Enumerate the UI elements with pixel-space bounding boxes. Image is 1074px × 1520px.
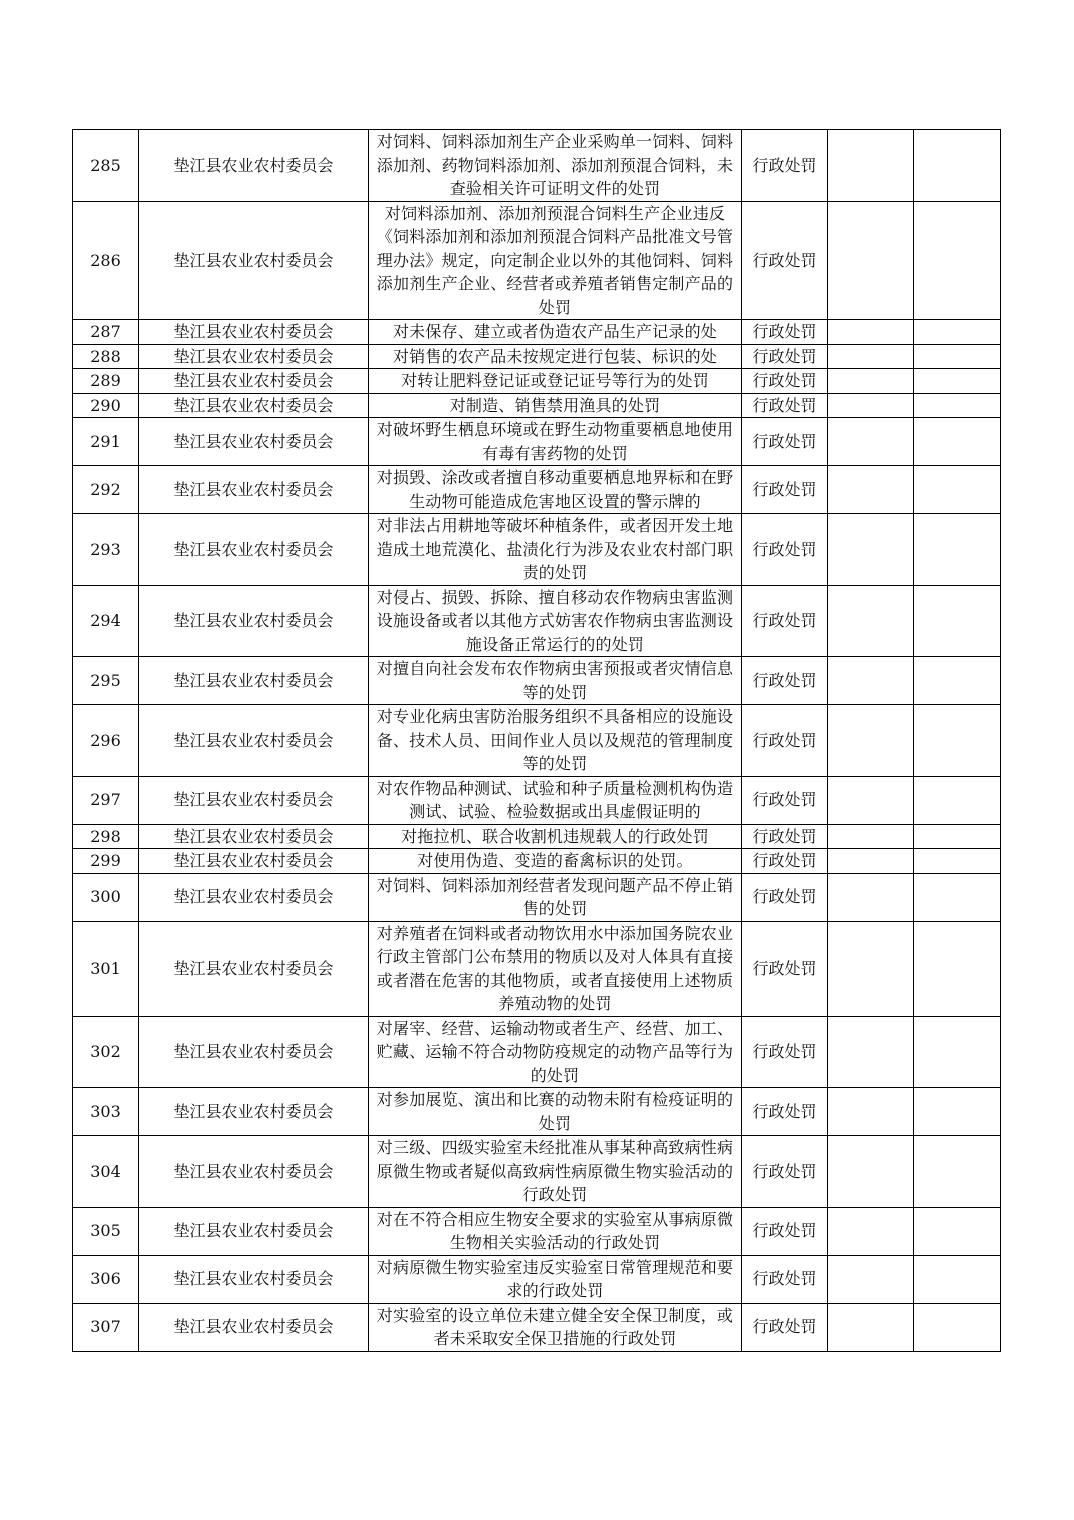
item-type: 行政处罚 [742,1136,828,1208]
penalty-items-table [72,129,1001,1352]
blank-cell-b [914,514,1001,586]
row-number: 294 [73,585,139,657]
blank-cell-a [828,705,914,777]
item-type: 行政处罚 [742,393,828,418]
blank-cell-b [914,418,1001,466]
item-type: 行政处罚 [742,369,828,394]
department-name: 垫江县农业农村委员会 [139,657,369,705]
blank-cell-b [914,1016,1001,1088]
row-number: 290 [73,393,139,418]
row-number: 302 [73,1016,139,1088]
blank-cell-a [828,1303,914,1351]
table-row [73,344,1001,369]
table-row [73,418,1001,466]
blank-cell-a [828,585,914,657]
item-type: 行政处罚 [742,344,828,369]
table-body [73,130,1001,1352]
table-row [73,466,1001,514]
blank-cell-a [828,921,914,1016]
blank-cell-a [828,849,914,874]
penalty-item: 对转让肥料登记证或登记证号等行为的处罚 [369,369,742,394]
item-type: 行政处罚 [742,1088,828,1136]
item-type: 行政处罚 [742,514,828,586]
blank-cell-b [914,585,1001,657]
penalty-item: 对参加展览、演出和比赛的动物未附有检疫证明的处罚 [369,1088,742,1136]
blank-cell-a [828,130,914,202]
blank-cell-a [828,201,914,320]
table-row [73,1207,1001,1255]
penalty-item: 对制造、销售禁用渔具的处罚 [369,393,742,418]
table-row [73,514,1001,586]
row-number: 287 [73,320,139,345]
department-name: 垫江县农业农村委员会 [139,849,369,874]
penalty-item: 对饲料、饲料添加剂生产企业采购单一饲料、饲料添加剂、药物饲料添加剂、添加剂预混合饲料，未查验相关许可证明文件的处罚 [369,130,742,202]
department-name: 垫江县农业农村委员会 [139,344,369,369]
department-name: 垫江县农业农村委员会 [139,1016,369,1088]
item-type: 行政处罚 [742,1207,828,1255]
item-type: 行政处罚 [742,1016,828,1088]
row-number: 305 [73,1207,139,1255]
row-number: 296 [73,705,139,777]
row-number: 286 [73,201,139,320]
penalty-item: 对病原微生物实验室违反实验室日常管理规范和要求的行政处罚 [369,1255,742,1303]
row-number: 289 [73,369,139,394]
item-type: 行政处罚 [742,849,828,874]
blank-cell-a [828,824,914,849]
row-number: 304 [73,1136,139,1208]
table-row [73,657,1001,705]
penalty-item: 对养殖者在饲料或者动物饮用水中添加国务院农业行政主管部门公布禁用的物质以及对人体具有直接或者潜在危害的其他物质，或者直接使用上述物质养殖动物的处罚 [369,921,742,1016]
penalty-item: 对专业化病虫害防治服务组织不具备相应的设施设备、技术人员、田间作业人员以及规范的管理制度等的处罚 [369,705,742,777]
table-row [73,201,1001,320]
row-number: 295 [73,657,139,705]
blank-cell-a [828,873,914,921]
department-name: 垫江县农业农村委员会 [139,1207,369,1255]
table-row [73,585,1001,657]
blank-cell-a [828,514,914,586]
penalty-item: 对侵占、损毁、拆除、擅自移动农作物病虫害监测设施设备或者以其他方式妨害农作物病虫害监测设施设备正常运行的的处罚 [369,585,742,657]
table-row [73,705,1001,777]
blank-cell-b [914,393,1001,418]
penalty-item: 对实验室的设立单位未建立健全安全保卫制度，或者未采取安全保卫措施的行政处罚 [369,1303,742,1351]
table-row [73,130,1001,202]
department-name: 垫江县农业农村委员会 [139,824,369,849]
table-row [73,369,1001,394]
department-name: 垫江县农业农村委员会 [139,130,369,202]
department-name: 垫江县农业农村委员会 [139,1255,369,1303]
item-type: 行政处罚 [742,776,828,824]
penalty-item: 对饲料、饲料添加剂经营者发现问题产品不停止销售的处罚 [369,873,742,921]
department-name: 垫江县农业农村委员会 [139,418,369,466]
row-number: 292 [73,466,139,514]
department-name: 垫江县农业农村委员会 [139,369,369,394]
table-row [73,393,1001,418]
row-number: 288 [73,344,139,369]
blank-cell-a [828,418,914,466]
row-number: 306 [73,1255,139,1303]
blank-cell-b [914,344,1001,369]
blank-cell-b [914,921,1001,1016]
blank-cell-a [828,393,914,418]
table-row [73,1255,1001,1303]
row-number: 285 [73,130,139,202]
department-name: 垫江县农业农村委员会 [139,201,369,320]
row-number: 299 [73,849,139,874]
blank-cell-b [914,201,1001,320]
department-name: 垫江县农业农村委员会 [139,585,369,657]
blank-cell-a [828,369,914,394]
blank-cell-b [914,320,1001,345]
blank-cell-b [914,369,1001,394]
blank-cell-b [914,466,1001,514]
table-row [73,921,1001,1016]
item-type: 行政处罚 [742,585,828,657]
blank-cell-b [914,705,1001,777]
blank-cell-b [914,776,1001,824]
table-row [73,849,1001,874]
item-type: 行政处罚 [742,320,828,345]
table-row [73,1136,1001,1208]
blank-cell-a [828,657,914,705]
item-type: 行政处罚 [742,1303,828,1351]
blank-cell-a [828,466,914,514]
item-type: 行政处罚 [742,201,828,320]
blank-cell-a [828,1255,914,1303]
table-row [73,824,1001,849]
department-name: 垫江县农业农村委员会 [139,514,369,586]
item-type: 行政处罚 [742,824,828,849]
blank-cell-a [828,1136,914,1208]
blank-cell-a [828,1207,914,1255]
table-row [73,1088,1001,1136]
blank-cell-b [914,1207,1001,1255]
blank-cell-b [914,1136,1001,1208]
department-name: 垫江县农业农村委员会 [139,776,369,824]
department-name: 垫江县农业农村委员会 [139,873,369,921]
table-row [73,1016,1001,1088]
blank-cell-b [914,1255,1001,1303]
department-name: 垫江县农业农村委员会 [139,466,369,514]
blank-cell-b [914,824,1001,849]
table-row [73,776,1001,824]
row-number: 298 [73,824,139,849]
blank-cell-b [914,1088,1001,1136]
blank-cell-b [914,657,1001,705]
row-number: 301 [73,921,139,1016]
row-number: 303 [73,1088,139,1136]
row-number: 297 [73,776,139,824]
blank-cell-a [828,1016,914,1088]
penalty-item: 对拖拉机、联合收割机违规载人的行政处罚 [369,824,742,849]
penalty-item: 对损毁、涂改或者擅自移动重要栖息地界标和在野生动物可能造成危害地区设置的警示牌的 [369,466,742,514]
item-type: 行政处罚 [742,466,828,514]
blank-cell-a [828,776,914,824]
penalty-item: 对擅自向社会发布农作物病虫害预报或者灾情信息等的处罚 [369,657,742,705]
department-name: 垫江县农业农村委员会 [139,1136,369,1208]
department-name: 垫江县农业农村委员会 [139,393,369,418]
item-type: 行政处罚 [742,873,828,921]
penalty-item: 对非法占用耕地等破坏种植条件，或者因开发土地造成土地荒漠化、盐渍化行为涉及农业农村部门职责的处罚 [369,514,742,586]
department-name: 垫江县农业农村委员会 [139,320,369,345]
penalty-item: 对饲料添加剂、添加剂预混合饲料生产企业违反《饲料添加剂和添加剂预混合饲料产品批准文号管理办法》规定，向定制企业以外的其他饲料、饲料添加剂生产企业、经营者或养殖者销售定制产品的处罚 [369,201,742,320]
row-number: 307 [73,1303,139,1351]
penalty-item: 对三级、四级实验室未经批准从事某种高致病性病原微生物或者疑似高致病性病原微生物实验活动的行政处罚 [369,1136,742,1208]
penalty-item: 对未保存、建立或者伪造农产品生产记录的处 [369,320,742,345]
item-type: 行政处罚 [742,1255,828,1303]
blank-cell-a [828,320,914,345]
blank-cell-b [914,1303,1001,1351]
blank-cell-a [828,1088,914,1136]
penalty-item: 对销售的农产品未按规定进行包装、标识的处 [369,344,742,369]
penalty-item: 对农作物品种测试、试验和种子质量检测机构伪造测试、试验、检验数据或出具虚假证明的 [369,776,742,824]
table-row [73,320,1001,345]
penalty-item: 对破坏野生栖息环境或在野生动物重要栖息地使用有毒有害药物的处罚 [369,418,742,466]
penalty-item: 对在不符合相应生物安全要求的实验室从事病原微生物相关实验活动的行政处罚 [369,1207,742,1255]
row-number: 300 [73,873,139,921]
item-type: 行政处罚 [742,130,828,202]
item-type: 行政处罚 [742,418,828,466]
row-number: 293 [73,514,139,586]
item-type: 行政处罚 [742,921,828,1016]
table-row [73,1303,1001,1351]
penalty-item: 对使用伪造、变造的畜禽标识的处罚。 [369,849,742,874]
department-name: 垫江县农业农村委员会 [139,1303,369,1351]
department-name: 垫江县农业农村委员会 [139,705,369,777]
penalty-item: 对屠宰、经营、运输动物或者生产、经营、加工、贮藏、运输不符合动物防疫规定的动物产品等行为的处罚 [369,1016,742,1088]
table-row [73,873,1001,921]
blank-cell-b [914,849,1001,874]
department-name: 垫江县农业农村委员会 [139,1088,369,1136]
item-type: 行政处罚 [742,657,828,705]
department-name: 垫江县农业农村委员会 [139,921,369,1016]
blank-cell-b [914,873,1001,921]
blank-cell-a [828,344,914,369]
row-number: 291 [73,418,139,466]
blank-cell-b [914,130,1001,202]
item-type: 行政处罚 [742,705,828,777]
